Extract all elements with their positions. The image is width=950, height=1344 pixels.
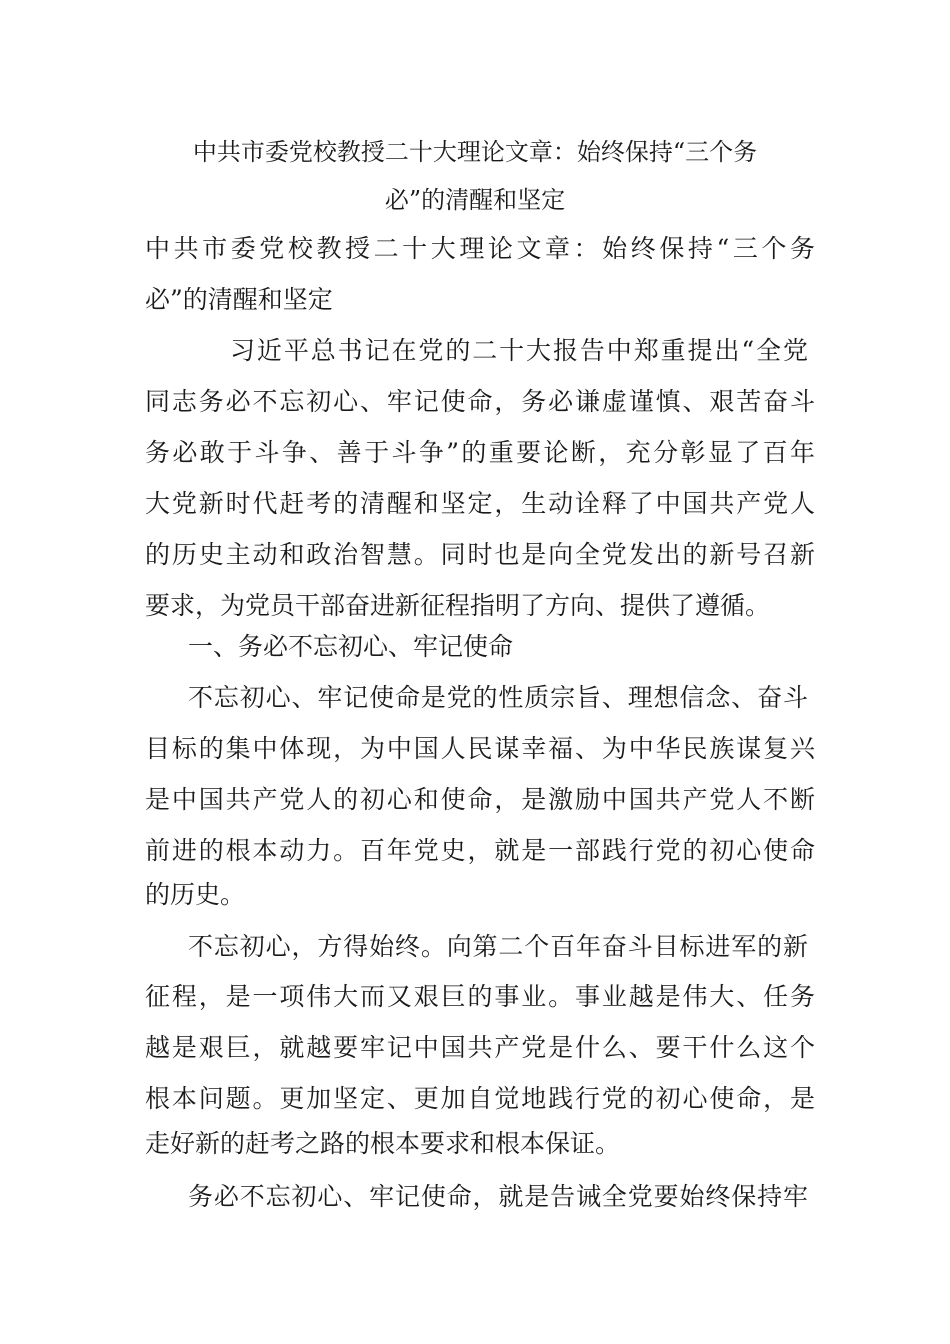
para3-line-1: 务必不忘初心、牢记使命，就是告诫全党要始终保持牢: [188, 1182, 808, 1211]
para1-line-4: 前进的根本动力。百年党史，就是一部践行党的初心使命: [145, 836, 815, 865]
intro-line-1: 习近平总书记在党的二十大报告中郑重提出“全党: [230, 336, 808, 365]
section-1-heading: 一、务必不忘初心、牢记使命: [188, 632, 514, 661]
title-line-1: 中共市委党校教授二十大理论文章：始终保持“三个务: [192, 138, 758, 166]
intro-line-4: 大党新时代赶考的清醒和坚定，生动诠释了中国共产党人: [145, 489, 815, 518]
para2-line-3: 越是艰巨，就越要牢记中国共产党是什么、要干什么这个: [145, 1033, 815, 1062]
para2-line-2: 征程，是一项伟大而又艰巨的事业。事业越是伟大、任务: [145, 982, 815, 1011]
para1-line-3: 是中国共产党人的初心和使命，是激励中国共产党人不断: [145, 785, 815, 814]
intro-line-3: 务必敢于斗争、善于斗争”的重要论断，充分彰显了百年: [145, 438, 815, 467]
para1-line-2: 目标的集中体现，为中国人民谋幸福、为中华民族谋复兴: [145, 734, 815, 763]
heading-line-1: 中共市委党校教授二十大理论文章：始终保持“三个务: [145, 234, 815, 263]
intro-line-6: 要求，为党员干部奋进新征程指明了方向、提供了遵循。: [145, 591, 771, 620]
intro-line-2: 同志务必不忘初心、牢记使命，务必谦虚谨慎、艰苦奋斗: [145, 387, 815, 416]
para1-line-1: 不忘初心、牢记使命是党的性质宗旨、理想信念、奋斗: [188, 683, 808, 712]
para2-line-4: 根本问题。更加坚定、更加自觉地践行党的初心使命，是: [145, 1084, 815, 1113]
title-line-2: 必”的清醒和坚定: [384, 186, 566, 214]
intro-line-5: 的历史主动和政治智慧。同时也是向全党发出的新号召新: [145, 540, 815, 569]
heading-line-2: 必”的清醒和坚定: [145, 285, 333, 314]
para1-line-5: 的历史。: [145, 880, 246, 909]
document-title: [145, 128, 805, 224]
para2-line-5: 走好新的赶考之路的根本要求和根本保证。: [145, 1129, 621, 1158]
para2-line-1: 不忘初心，方得始终。向第二个百年奋斗目标进军的新: [188, 932, 808, 961]
